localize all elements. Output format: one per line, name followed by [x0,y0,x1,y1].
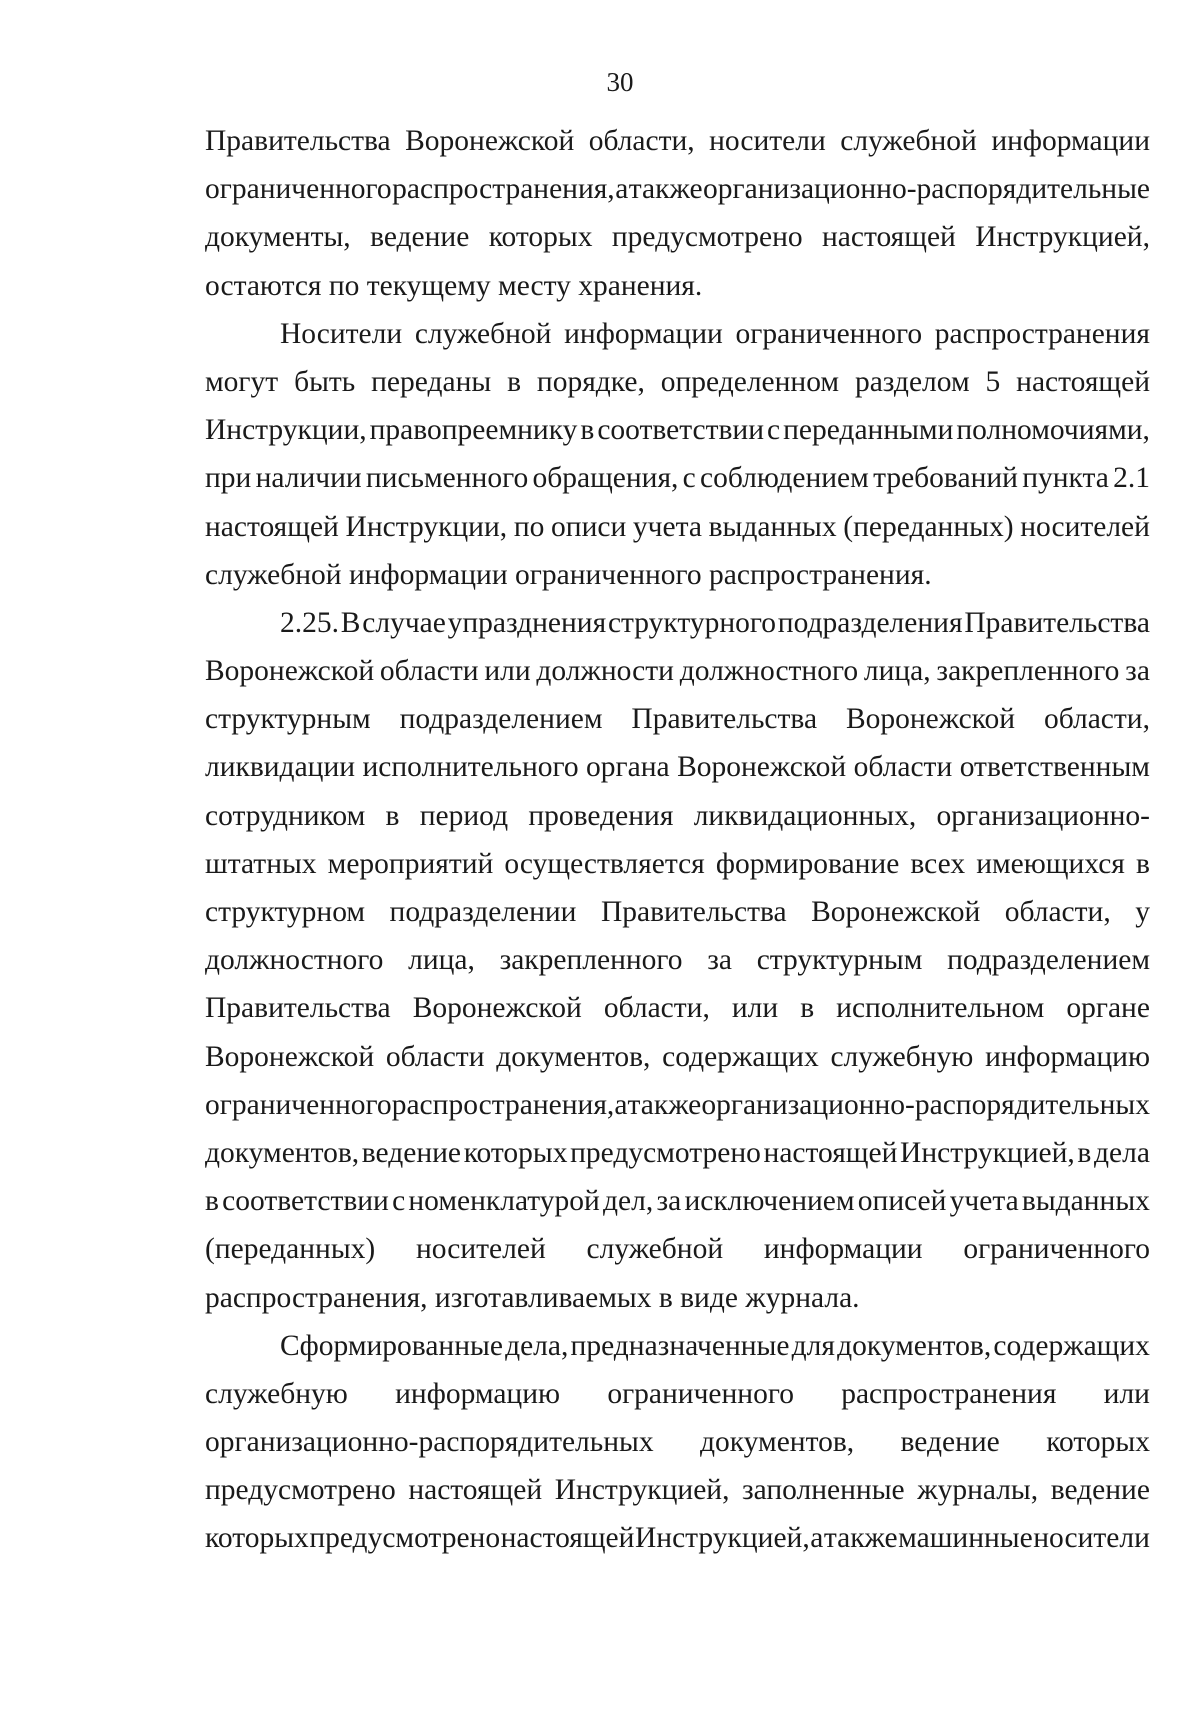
text-line: Воронежской области документов, содержащих служебную информацию [205,1040,1150,1073]
text-line: служебной информации ограниченного распространения. [205,558,932,591]
text-line: структурным подразделением Правительства Воронежской области, [205,703,1150,736]
text-line: ликвидации исполнительного органа Воронежской области ответственным [205,751,1150,784]
text-line: сотрудником в период проведения ликвидационных, организационно- [205,799,1150,832]
text-line: при наличии письменного обращения, с соблюдением требований пункта 2.1 [205,462,1150,495]
page-number: 30 [606,67,634,97]
text-line: настоящей Инструкции, по описи учета выданных (переданных) носителей [205,510,1150,543]
text-line: предусмотрено настоящей Инструкцией, заполненные журналы, ведение [205,1474,1150,1507]
text-line: Правительства Воронежской области, или в исполнительном органе [205,992,1150,1025]
text-line: в соответствии с номенклатурой дел, за исключением описей учета выданных [205,1185,1150,1218]
paragraph [205,599,1150,1322]
paragraph [205,1322,1150,1563]
paragraph [205,310,1150,599]
text-line: должностного лица, закрепленного за структурным подразделением [205,944,1150,977]
document-body [205,117,1150,1563]
text-line: могут быть переданы в порядке, определенном разделом 5 настоящей [205,365,1150,398]
text-line: Сформированные дела, предназначенные для документов, содержащих [280,1329,1150,1362]
paragraph [205,117,1150,310]
text-line: штатных мероприятий осуществляется формирование всех имеющихся в [205,847,1150,880]
text-line: документы, ведение которых предусмотрено настоящей Инструкцией, [205,221,1150,254]
text-line: документов, ведение которых предусмотрено настоящей Инструкцией, в дела [205,1136,1150,1169]
text-line: распространения, изготавливаемых в виде журнала. [205,1281,860,1314]
text-line: 2.25. В случае упразднения структурного подразделения Правительства [280,606,1150,639]
text-line: Воронежской области или должности должностного лица, закрепленного за [205,655,1150,688]
text-line: Инструкции, правопреемнику в соответствии с переданными полномочиями, [205,414,1150,447]
text-line: которых предусмотрено настоящей Инструкцией, а также машинные носители [205,1522,1150,1555]
text-line: (переданных) носителей служебной информации ограниченного [205,1233,1150,1266]
text-line: ограниченного распространения, а также организационно-распорядительных [205,1088,1150,1121]
text-line: организационно-распорядительных документов, ведение которых [205,1426,1150,1459]
text-line: Правительства Воронежской области, носители служебной информации [205,125,1150,157]
text-line: структурном подразделении Правительства Воронежской области, у [205,896,1150,928]
text-line: служебную информацию ограниченного распространения или [205,1377,1150,1410]
text-line: Носители служебной информации ограниченного распространения [280,317,1150,350]
text-line: остаются по текущему месту хранения. [205,269,703,302]
text-line: ограниченного распространения, а также организационно-распорядительные [205,173,1150,206]
